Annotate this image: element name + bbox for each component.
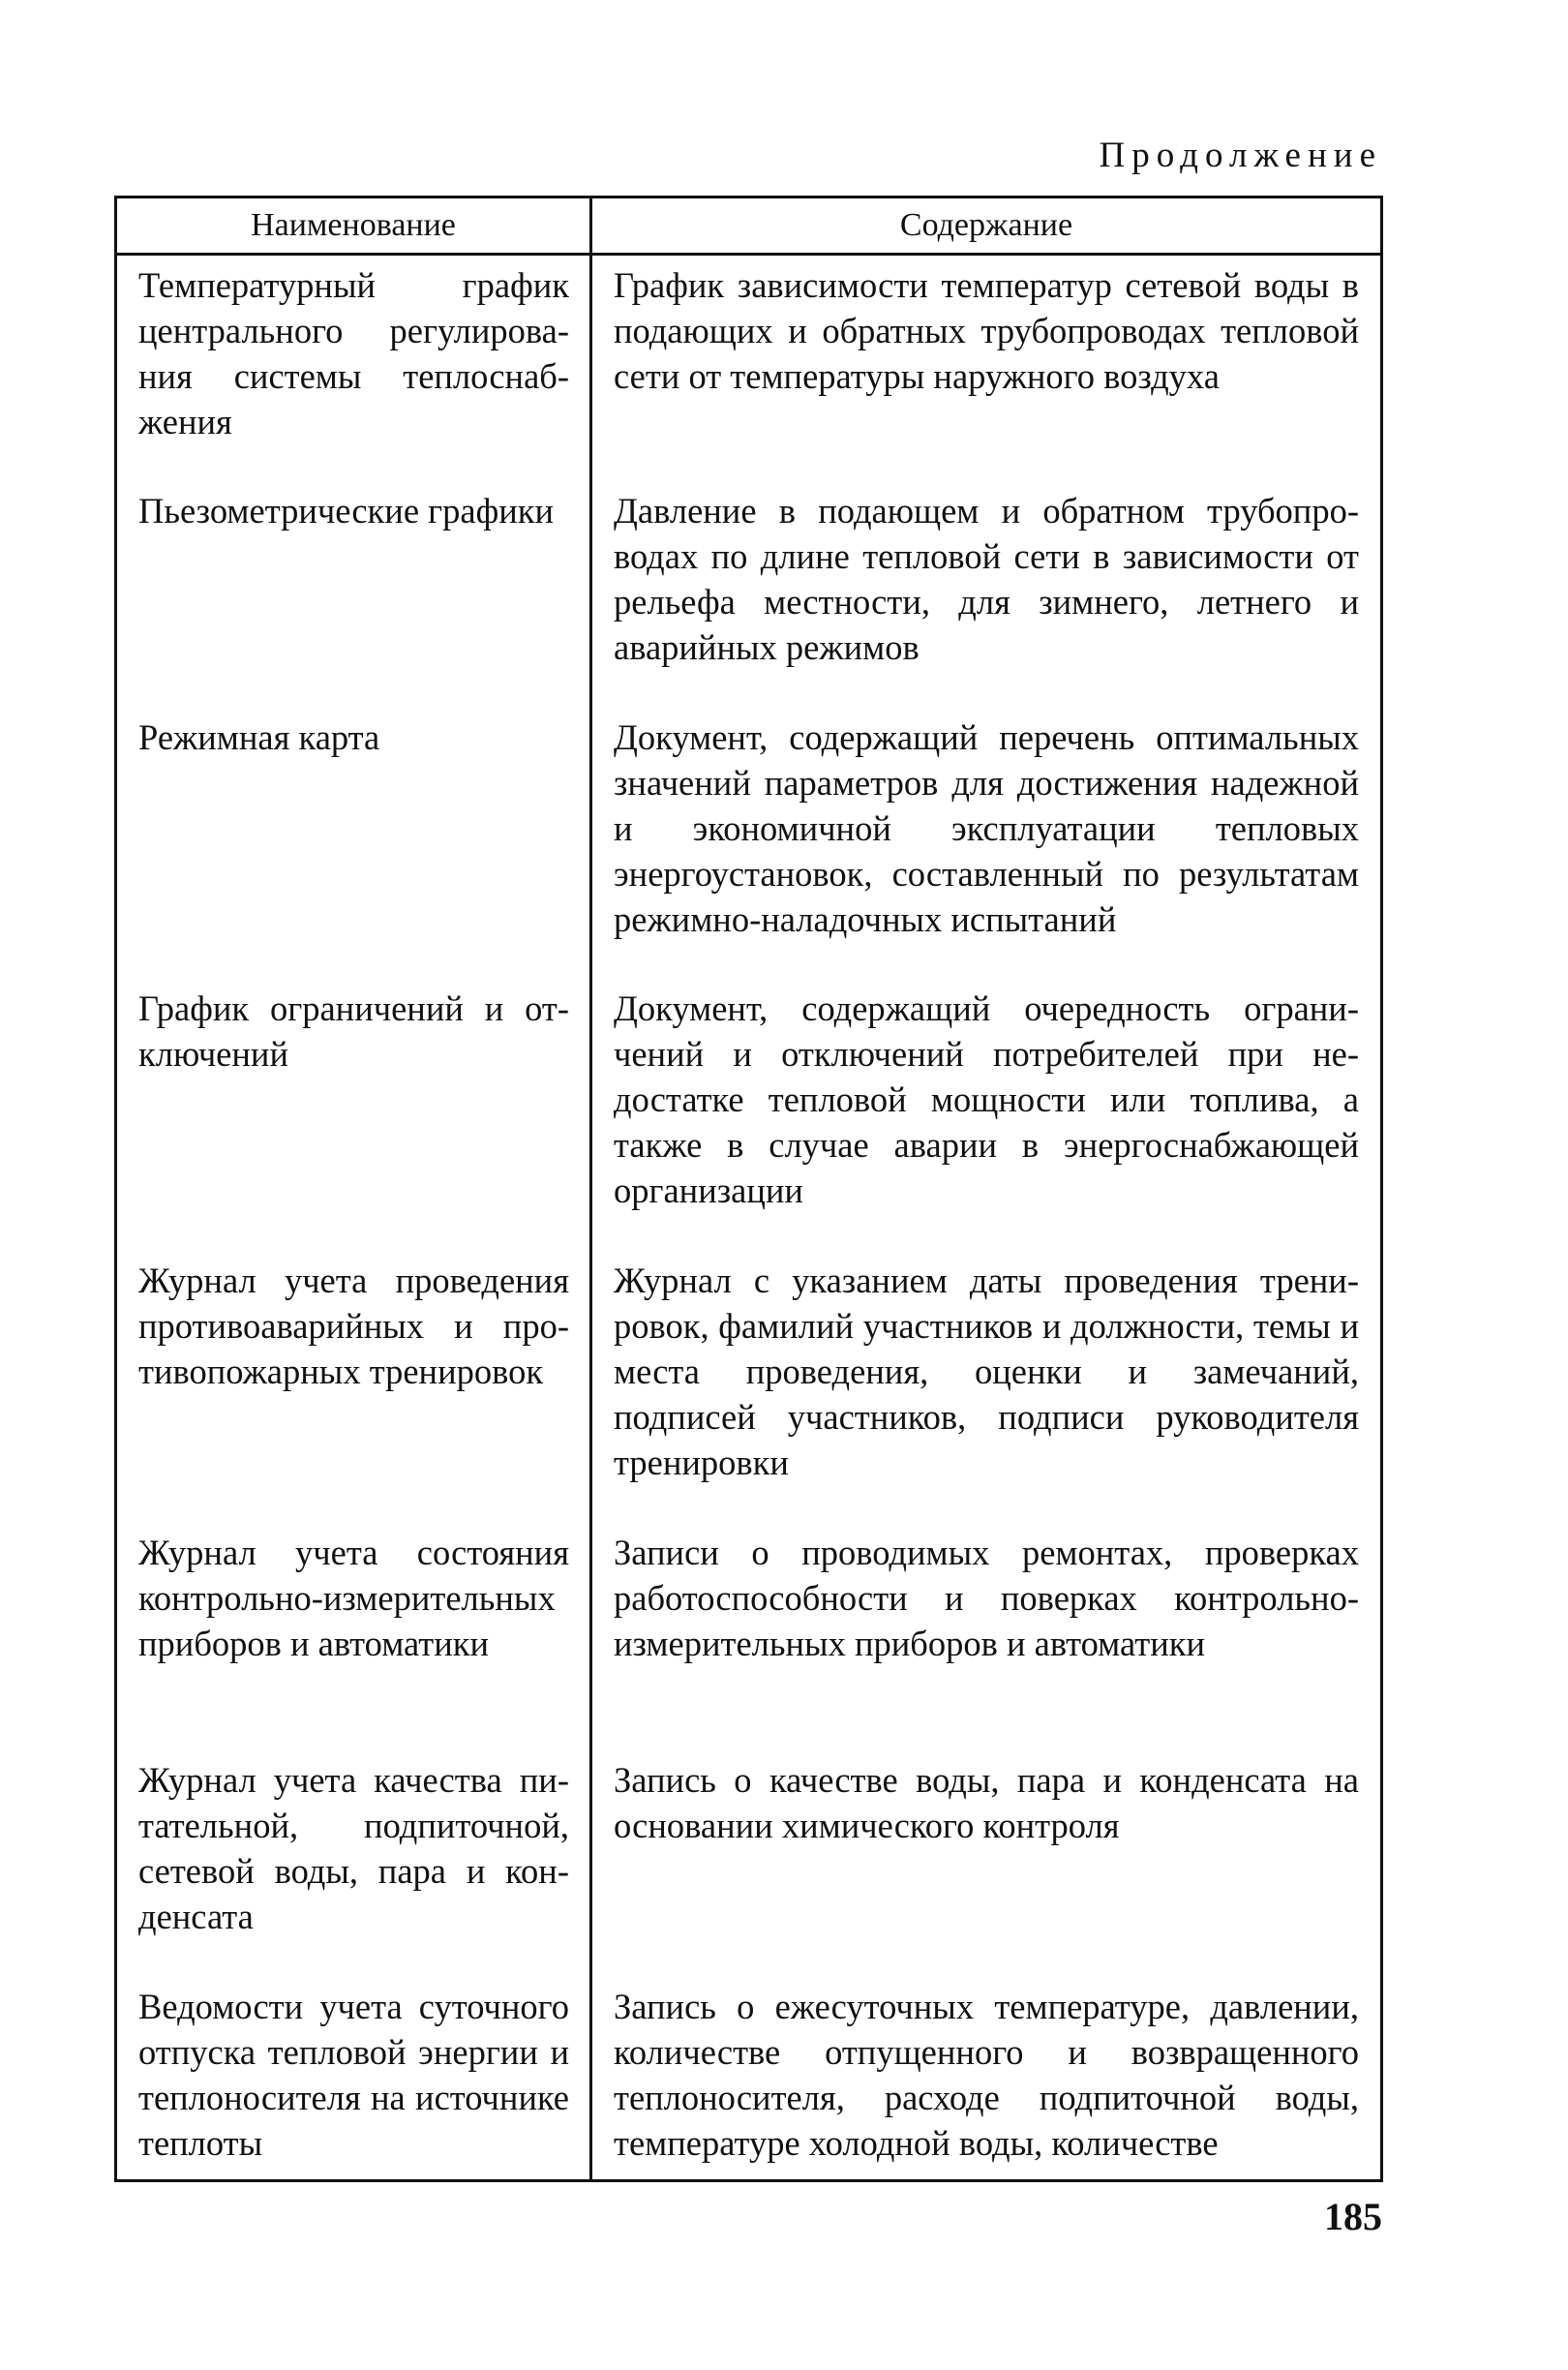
continuation-label: Продолжение xyxy=(1099,136,1382,175)
row-name: Журнал учета состояния контрольно-измерительных приборов и автоматики xyxy=(138,1533,569,1663)
header-name: Наименование xyxy=(251,207,456,243)
table-header-row xyxy=(117,198,1380,256)
row-name: Журнал учета качества питательной, подпиточной, сетевой воды, пара и конденсата xyxy=(138,1760,569,1936)
row-content: Записи о проводимых ремонтах, проверках работоспособности и поверках контрольно-измерительных приборов и автоматики xyxy=(614,1533,1359,1663)
row-name: Журнал учета проведения противоаварийных и противопожарных тренировок xyxy=(138,1261,569,1391)
row-name: Пьезометрические графики xyxy=(138,491,555,531)
row-content: Давление в подающем и обратном трубопроводах по длине тепловой сети в зависимости от рельефа местности, для зимнего, летнего и аварийных режимов xyxy=(614,491,1359,667)
row-content: Запись о ежесуточных температуре, давлении, количестве отпущенного и возвращенного теплоносителя, расходе подпиточной воды, температуре холодной воды, количестве xyxy=(614,1987,1359,2163)
row-content: Журнал с указанием даты проведения тренировок, фамилий участников и должности, темы и места проведения, оценки и замечаний, подписей участников, подписи руководителя тренировки xyxy=(614,1261,1359,1482)
row-name: Температурный график центрального регулирования системы теплоснабжения xyxy=(138,265,569,441)
header-content: Содержание xyxy=(899,207,1073,243)
definitions-table xyxy=(114,196,1383,2182)
row-name: Ведомости учета суточного отпуска тепловой энергии и теплоносителя на источнике теплоты xyxy=(138,1987,569,2163)
column-divider xyxy=(589,198,592,2179)
page-number: 185 xyxy=(1324,2195,1382,2238)
row-name: График ограничений и отключений xyxy=(138,988,569,1074)
row-content: График зависимости температур сетевой воды в подающих и обратных трубопроводах тепловой сети от температуры наружного воздуха xyxy=(614,265,1359,396)
row-content: Документ, содержащий очередность ограничений и отключений потребителей при недостатке тепловой мощности или топлива, а также в случае аварии в энергоснабжающей организации xyxy=(614,988,1359,1210)
row-content: Документ, содержащий перечень оптимальных значений параметров для достижения надежной и экономичной эксплуатации тепловых энергоустановок, составленный по результатам режимно-наладочных испытаний xyxy=(614,717,1359,939)
row-name: Режимная карта xyxy=(138,717,380,757)
row-content: Запись о качестве воды, пара и конденсата на основании химического контроля xyxy=(614,1760,1359,1845)
